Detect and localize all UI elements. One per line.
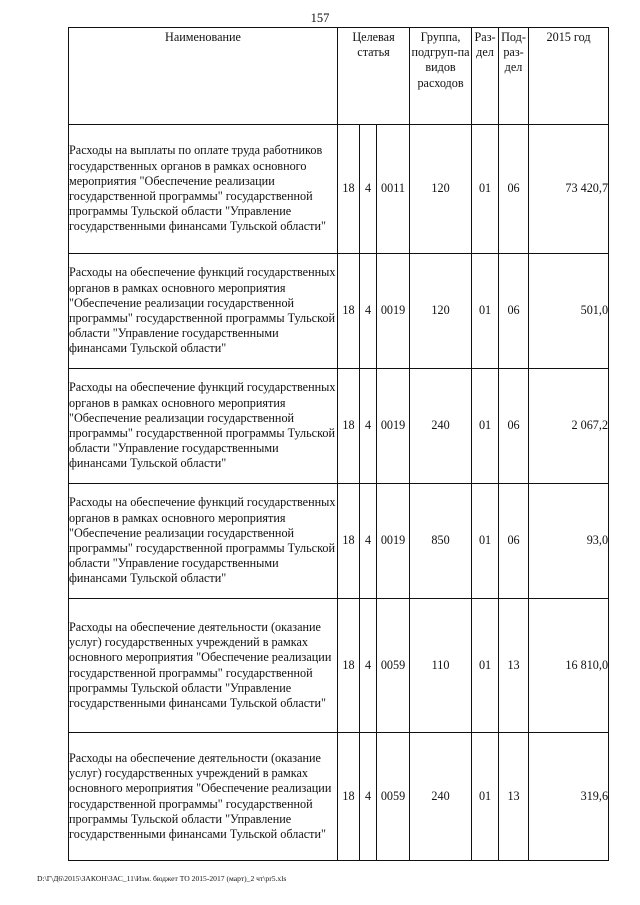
- row-article-code: 0019: [377, 484, 410, 599]
- row-expense-group: 240: [410, 733, 472, 861]
- table-row: [69, 484, 609, 599]
- row-article-code: 0059: [377, 599, 410, 733]
- budget-table: [68, 27, 609, 861]
- row-subsection: 06: [499, 484, 529, 599]
- row-amount: 16 810,0: [529, 599, 609, 733]
- row-expense-group: 120: [410, 254, 472, 369]
- row-article-code: 0059: [377, 733, 410, 861]
- row-subsection: 06: [499, 125, 529, 254]
- row-article-program: 18: [338, 733, 360, 861]
- row-section: 01: [472, 369, 499, 484]
- row-article-program: 18: [338, 484, 360, 599]
- row-article-program: 18: [338, 599, 360, 733]
- header-section: Раз-дел: [472, 28, 499, 125]
- row-article-subprogram: 4: [360, 125, 377, 254]
- row-article-program: 18: [338, 254, 360, 369]
- row-expense-group: 850: [410, 484, 472, 599]
- row-name: Расходы на обеспечение функций государственных органов в рамках основного мероприятия "Обеспечение реализации государственной программы" государственной программы Тульской области "Управление государственными финансами Тульской области": [69, 369, 338, 484]
- row-name: Расходы на обеспечение функций государственных органов в рамках основного мероприятия "Обеспечение реализации государственной программы" государственной программы Тульской области "Управление государственными финансами Тульской области": [69, 254, 338, 369]
- row-subsection: 13: [499, 733, 529, 861]
- header-name: Наименование: [69, 28, 338, 125]
- row-section: 01: [472, 484, 499, 599]
- table-row: [69, 733, 609, 861]
- table-row: [69, 599, 609, 733]
- table-row: [69, 369, 609, 484]
- footer-file-path: D:\Г\Д6\2015\ЗАКОН\ЗАС_11\Изм. бюджет ТО 2015-2017 (март)_2 чт\pr5.xls: [37, 874, 287, 883]
- row-expense-group: 240: [410, 369, 472, 484]
- header-year-2015: 2015 год: [529, 28, 609, 125]
- row-section: 01: [472, 599, 499, 733]
- table-header-row: [69, 28, 609, 125]
- row-expense-group: 110: [410, 599, 472, 733]
- row-name: Расходы на обеспечение деятельности (оказание услуг) государственных учреждений в рамках основного мероприятия "Обеспечение реализации государственной программы" государственной программы Тульской области "Управление государственными финансами Тульской области": [69, 733, 338, 861]
- row-section: 01: [472, 125, 499, 254]
- row-section: 01: [472, 254, 499, 369]
- header-expense-group: Группа, подгруп-па видов расходов: [410, 28, 472, 125]
- row-amount: 319,6: [529, 733, 609, 861]
- row-amount: 2 067,2: [529, 369, 609, 484]
- row-subsection: 13: [499, 599, 529, 733]
- row-article-subprogram: 4: [360, 733, 377, 861]
- row-name: Расходы на выплаты по оплате труда работников государственных органов в рамках основного мероприятия "Обеспечение реализации государственной программы" государственной программы Тульской области "Управление государственными финансами Тульской области": [69, 125, 338, 254]
- row-amount: 73 420,7: [529, 125, 609, 254]
- row-article-code: 0019: [377, 254, 410, 369]
- row-section: 01: [472, 733, 499, 861]
- row-amount: 501,0: [529, 254, 609, 369]
- row-article-code: 0011: [377, 125, 410, 254]
- row-article-subprogram: 4: [360, 599, 377, 733]
- table-row: [69, 254, 609, 369]
- page-number: 157: [310, 11, 330, 25]
- row-amount: 93,0: [529, 484, 609, 599]
- row-article-program: 18: [338, 369, 360, 484]
- row-subsection: 06: [499, 254, 529, 369]
- row-article-subprogram: 4: [360, 484, 377, 599]
- header-target-article: Целевая статья: [338, 28, 410, 125]
- row-article-subprogram: 4: [360, 369, 377, 484]
- header-subsection: Под-раз-дел: [499, 28, 529, 125]
- row-expense-group: 120: [410, 125, 472, 254]
- row-article-code: 0019: [377, 369, 410, 484]
- row-subsection: 06: [499, 369, 529, 484]
- row-name: Расходы на обеспечение функций государственных органов в рамках основного мероприятия "Обеспечение реализации государственной программы" государственной программы Тульской области "Управление государственными финансами Тульской области": [69, 484, 338, 599]
- row-article-program: 18: [338, 125, 360, 254]
- row-article-subprogram: 4: [360, 254, 377, 369]
- row-name: Расходы на обеспечение деятельности (оказание услуг) государственных учреждений в рамках основного мероприятия "Обеспечение реализации государственной программы" государственной программы Тульской области "Управление государственными финансами Тульской области": [69, 599, 338, 733]
- table-row: [69, 125, 609, 254]
